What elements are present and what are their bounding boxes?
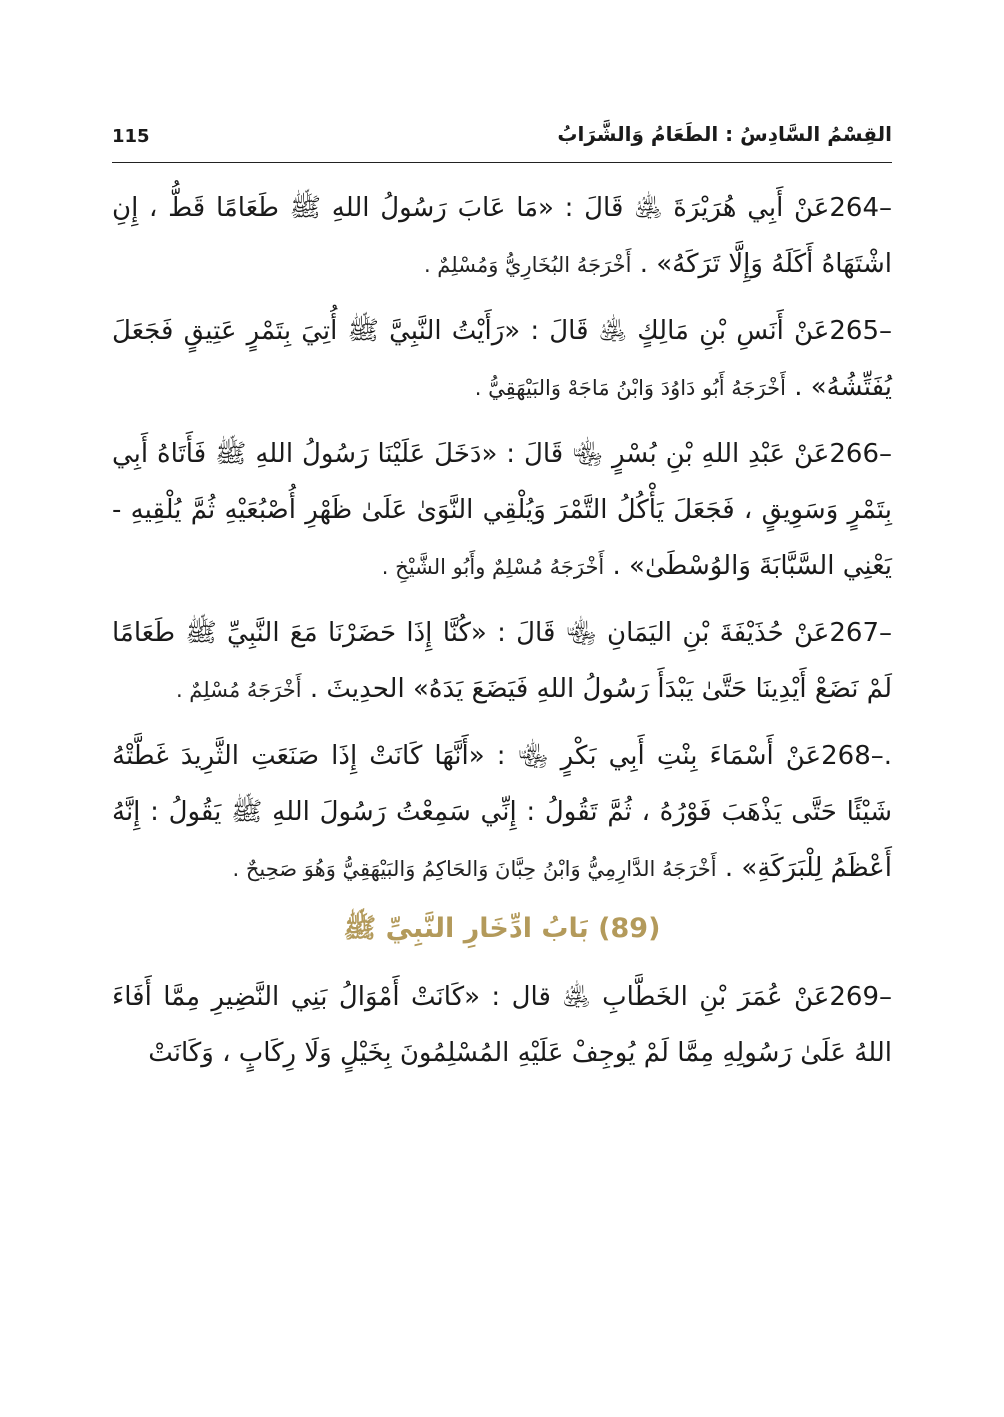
hadith-269 (112, 969, 892, 1081)
page-header (112, 118, 892, 162)
hadith-266 (112, 426, 892, 595)
page-number: 115 (112, 126, 150, 147)
hadith-number: 267– (829, 618, 892, 648)
hadith-267 (112, 605, 892, 718)
hadith-268 (112, 728, 892, 897)
hadith-text: عَنْ أَسْمَاءَ بِنْتِ أَبِي بَكْرٍ ﵄ : «أَنَّهَا كَانَتْ إِذَا صَنَعَتِ الثَّرِيدَ غَطَّتْهُ شَيْئًا حَتَّى يَذْهَبَ فَوْرُهُ ، ثُمَّ تَقُولُ : إِنِّي سَمِعْتُ رَسُولَ اللهِ ﷺ يَقُولُ : إِنَّهُ أَعْظَمُ لِلْبَرَكَةِ» . (112, 741, 892, 883)
hadith-source: أَخْرَجَهُ الدَّارِمِيُّ وَابْنُ حِبَّانَ وَالحَاكِمُ وَالبَيْهَقِيُّ وَهُوَ صَحِيحٌ . (232, 857, 717, 881)
chapter-heading: (89) بَابُ ادِّخَارِ النَّبِيِّ ﷺ (343, 913, 661, 944)
hadith-264 (112, 180, 892, 293)
hadith-text: عَنْ أَنَسِ بْنِ مَالِكٍ ﵁ قَالَ : «رَأَيْتُ النَّبِيَّ ﷺ أُتِيَ بِتَمْرٍ عَتِيقٍ فَجَعَلَ يُفَتِّشُهُ» . (112, 316, 892, 402)
hadith-number: 265– (829, 316, 892, 346)
hadith-text: عَنْ عَبْدِ اللهِ بْنِ بُسْرٍ ﵄ قَالَ : «دَخَلَ عَلَيْنَا رَسُولُ اللهِ ﷺ فَأَتَاهُ أَبِي بِتَمْرٍ وَسَوِيقٍ ، فَجَعَلَ يَأْكُلُ التَّمْرَ وَيُلْقِي النَّوَىٰ عَلَىٰ ظَهْرِ أُصْبُعَيْهِ ثُمَّ يُلْقِيهِ - يَعْنِي السَّبَّابَةَ وَالوُسْطَىٰ» . (112, 439, 892, 581)
hadith-text: عَنْ أَبِي هُرَيْرَةَ ﵁ قَالَ : «مَا عَابَ رَسُولُ اللهِ ﷺ طَعَامًا قَطُّ ، إِنِ اشْتَهَاهُ أَكَلَهُ وَإِلَّا تَرَكَهُ» . (112, 193, 892, 279)
hadith-text: عَنْ حُذَيْفَةَ بْنِ اليَمَانِ ﵄ قَالَ : «كُنَّا إِذَا حَضَرْنَا مَعَ النَّبِيِّ ﷺ طَعَامًا لَمْ نَضَعْ أَيْدِينَا حَتَّىٰ يَبْدَأَ رَسُولُ اللهِ فَيَضَعَ يَدَهُ» الحدِيثَ . (112, 618, 892, 704)
hadith-source: أَخْرَجَهُ البُخَارِيُّ وَمُسْلِمٌ . (423, 253, 632, 277)
hadith-source: أَخْرَجَهُ أَبُو دَاوُدَ وَابْنُ مَاجَهْ وَالبَيْهَقِيُّ . (474, 376, 786, 400)
hadith-number: 266– (829, 439, 892, 469)
header-rule (112, 162, 892, 163)
page-body (112, 180, 892, 1091)
hadith-number: 264– (829, 193, 892, 223)
hadith-source: أَخْرَجَهُ مُسْلِمٌ وأَبُو الشَّيْخِ . (381, 555, 605, 579)
hadith-number: 269– (829, 982, 892, 1012)
running-title: القِسْمُ السَّادِسُ : الطَعَامُ وَالشَّرَابُ (557, 122, 892, 146)
hadith-265 (112, 303, 892, 416)
hadith-text: عَنْ عُمَرَ بْنِ الخَطَّابِ ﵁ قال : «كَانَتْ أَمْوَالُ بَنِي النَّضِيرِ مِمَّا أَفَاءَ اللهُ عَلَىٰ رَسُولِهِ مِمَّا لَمْ يُوجِفْ عَلَيْهِ المُسْلِمُونَ بِخَيْلٍ وَلَا رِكَابٍ ، وَكَانَتْ (112, 982, 892, 1068)
hadith-number: 268–. (821, 741, 892, 771)
hadith-source: أَخْرَجَهُ مُسْلِمٌ . (175, 678, 302, 702)
